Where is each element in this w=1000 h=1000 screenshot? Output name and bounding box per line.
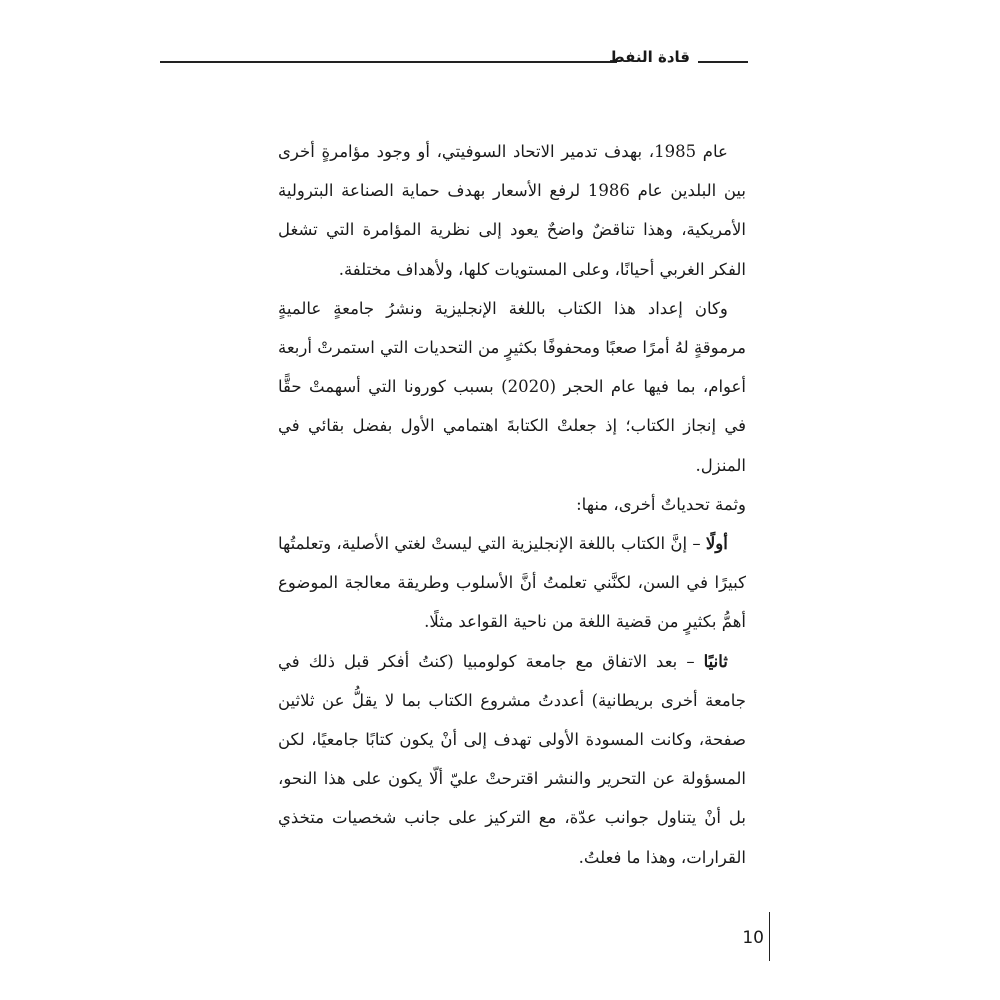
header-rule-short <box>698 61 748 63</box>
paragraph-4 <box>278 524 746 642</box>
page-number-rule <box>769 912 770 961</box>
paragraph-5 <box>278 642 746 877</box>
paragraph-2-text: وكان إعداد هذا الكتاب باللغة الإنجليزية ونشرُ جامعةٍ عالميةٍ مرموقةٍ لهُ أمرًا صعبًا ومحفوفًا بكثيرٍ من التحديات التي استمرتْ أربعة أعوام، بما فيها عام الحجر (2020) بسبب كورونا التي أسهمتْ حقًّا في إنجاز الكتاب؛ إذ جعلتْ الكتابةَ اهتمامي الأول بفضل بقائي في المنزل. <box>278 298 746 475</box>
running-header-title: قادة النفط <box>609 48 690 66</box>
paragraph-3-text: وثمة تحدياتٌ أخرى، منها: <box>576 494 746 514</box>
paragraph-4-text: – إنَّ الكتاب باللغة الإنجليزية التي ليستْ لغتي الأصلية، وتعلمتُها كبيرًا في السن، لكنَّني تعلمتُ أنَّ الأسلوب وطريقة معالجة الموضوع أهمُّ بكثيرٍ من قضية اللغة من ناحية القواعد مثلًا. <box>278 534 746 632</box>
paragraph-2 <box>278 289 746 485</box>
paragraph-5-lead: ثانيًا <box>703 651 728 671</box>
header-rule-long <box>160 61 617 63</box>
body-text <box>278 132 746 877</box>
paragraph-1 <box>278 132 746 289</box>
paragraph-3 <box>278 485 746 524</box>
paragraph-4-lead: أولًا <box>705 534 728 554</box>
page-number: 10 <box>742 928 764 948</box>
paragraph-1-text: عام 1985، بهدف تدمير الاتحاد السوفيتي، أو وجود مؤامرةٍ أخرى بين البلدين عام 1986 لرفع الأسعار بهدف حماية الصناعة البترولية الأمريكية، وهذا تناقضٌ واضحٌ يعود إلى نظرية المؤامرة التي تشغل الفكر الغربي أحيانًا، وعلى المستويات كلها، ولأهداف مختلفة. <box>278 142 746 279</box>
running-header <box>160 44 748 74</box>
paragraph-5-text: – بعد الاتفاق مع جامعة كولومبيا (كنتُ أفكر قبل ذلك في جامعة أخرى بريطانية) أعددتُ مشروع الكتاب بما لا يقلُّ عن ثلاثين صفحة، وكانت المسودة الأولى تهدف إلى أنْ يكون كتابًا جامعيًا، لكن المسؤولة عن التحرير والنشر اقترحتْ عليّ ألّا يكون على هذا النحو، بل أنْ يتناول جوانب عدّة، مع التركيز على جانب شخصيات متخذي القرارات، وهذا ما فعلتُ. <box>278 651 746 867</box>
